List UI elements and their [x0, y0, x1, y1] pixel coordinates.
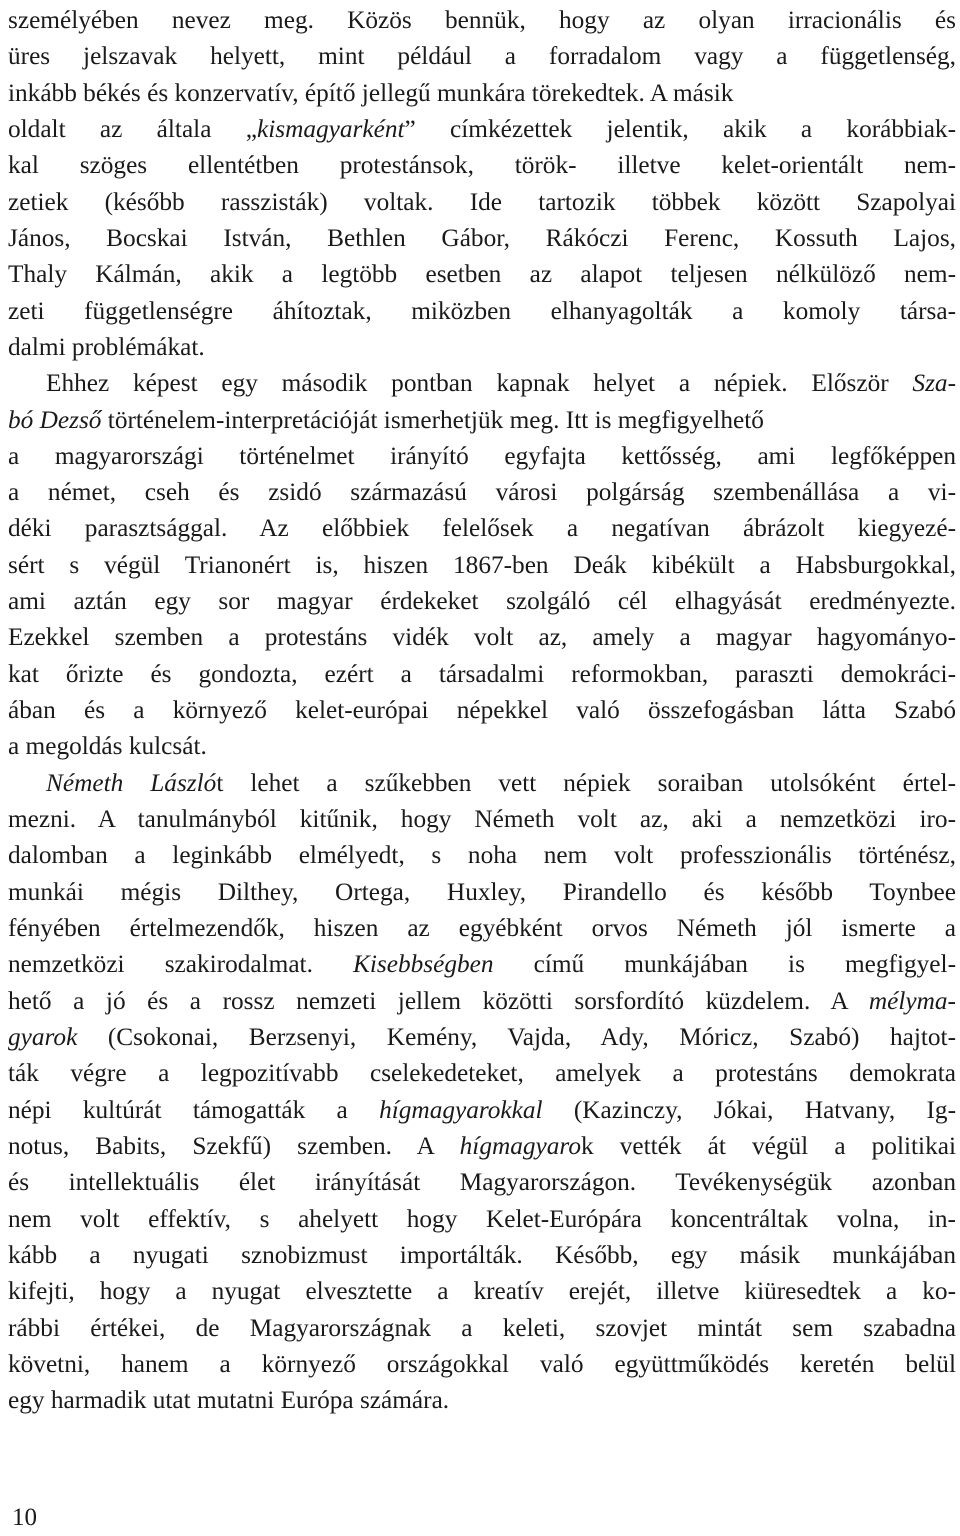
text-line: [8, 946, 956, 982]
text-line: [8, 1055, 956, 1091]
text-segment: Ezekkel szemben a protestáns vidék volt az, amely a magyar hagyományo-: [8, 623, 956, 652]
text-segment: Thaly Kálmán, akik a legtöbb esetben az alapot teljesen nélkülöző nem-: [8, 260, 956, 289]
text-line: [46, 765, 956, 801]
text-segment: a német, cseh és zsidó származású városi polgárság szembenállása a vi-: [8, 478, 956, 507]
italic-text: mélyma-: [868, 986, 956, 1015]
text-segment: hető a jó és a rossz nemzeti jellem közötti sorsfordító küzdelem. A: [8, 986, 869, 1015]
text-line: [8, 728, 956, 764]
text-segment: kifejti, hogy a nyugat elvesztette a kreatív erejét, illetve kiüresedtek a ko-: [8, 1277, 956, 1306]
text-segment: ában és a környező kelet-európai népekkel való összefogásban látta Szabó: [8, 696, 956, 725]
text-segment: Ehhez képest egy második pontban kapnak helyet a népiek. Először: [46, 369, 913, 398]
text-line: [8, 1382, 956, 1418]
text-segment: rábbi értékei, de Magyarországnak a keleti, szovjet mintát sem szabadna: [8, 1313, 956, 1342]
text-segment: János, Bocskai István, Bethlen Gábor, Rákóczi Ferenc, Kossuth Lajos,: [8, 223, 956, 252]
text-segment: t lehet a szűkebben vett népiek soraiban utolsóként értel-: [216, 768, 956, 797]
text-line: [8, 2, 956, 38]
text-line: [8, 983, 956, 1019]
text-segment: népi kultúrát támogatták a: [8, 1095, 380, 1124]
text-segment: üres jelszavak helyett, mint például a forradalom vagy a függetlenség,: [8, 42, 956, 71]
text-line: [8, 1310, 956, 1346]
text-segment: kal szöges ellentétben protestánsok, török- illetve kelet-orientált nem-: [8, 151, 956, 180]
text-segment: című munkájában is megfigyel-: [493, 950, 956, 979]
text-segment: (Kazinczy, Jókai, Hatvany, Ig-: [542, 1095, 956, 1124]
text-line: [46, 365, 956, 401]
text-segment: követni, hanem a környező országokkal való együttműködés keretén belül: [8, 1349, 956, 1378]
text-segment: (Csokonai, Berzsenyi, Kemény, Vajda, Ady, Móricz, Szabó) hajtot-: [77, 1022, 956, 1051]
text-segment: sért s végül Trianonért is, hiszen 1867-ben Deák kibékült a Habsburgokkal,: [8, 550, 956, 579]
text-line: [8, 1346, 956, 1382]
text-line: [8, 147, 956, 183]
text-line: [8, 438, 956, 474]
text-segment: dalmi problémákat.: [8, 332, 205, 361]
text-line: [8, 692, 956, 728]
italic-text: bó Dezső: [8, 405, 102, 434]
text-segment: és intellektuális élet irányítását Magyarországon. Tevékenységük azonban: [8, 1168, 956, 1197]
text-line: [8, 1273, 956, 1309]
text-segment: dalomban a leginkább elmélyedt, s noha nem volt professzionális történész,: [8, 841, 956, 870]
text-segment: ami aztán egy sor magyar érdekeket szolgáló cél elhagyását eredményezte.: [8, 587, 956, 616]
text-segment: ” címkézettek jelentik, akik a korábbiak-: [404, 114, 957, 143]
text-segment: déki parasztsággal. Az előbbiek felelősek a negatívan ábrázolt kiegyezé-: [8, 514, 956, 543]
text-line: [8, 837, 956, 873]
text-segment: egy harmadik utat mutatni Európa számára.: [8, 1386, 450, 1415]
text-segment: zeti függetlenségre áhítoztak, miközben elhanyagolták a komoly társa-: [8, 296, 956, 325]
text-line: [8, 1201, 956, 1237]
text-line: [8, 256, 956, 292]
text-line: [8, 1164, 956, 1200]
text-line: [8, 547, 956, 583]
text-line: [8, 402, 956, 438]
text-line: [8, 111, 956, 147]
text-line: [8, 656, 956, 692]
italic-text: kismagyarként: [256, 114, 405, 143]
text-segment: nemzetközi szakirodalmat.: [8, 950, 353, 979]
text-line: [8, 583, 956, 619]
text-segment: történelem-interpretációját ismerhetjük meg. Itt is megfigyelhető: [101, 405, 764, 434]
text-segment: munkái mégis Dilthey, Ortega, Huxley, Pirandello és később Toynbee: [8, 877, 956, 906]
italic-text: hígmagyaro: [459, 1131, 581, 1160]
italic-text: Németh László: [46, 768, 217, 797]
text-segment: ták végre a legpozitívabb cselekedeteket, amelyek a protestáns demokrata: [8, 1059, 956, 1088]
text-segment: a megoldás kulcsát.: [8, 732, 207, 761]
text-segment: inkább békés és konzervatív, építő jellegű munkára törekedtek. A másik: [8, 78, 734, 107]
text-segment: a magyarországi történelmet irányító egyfajta kettősség, ami legfőképpen: [8, 441, 956, 470]
text-segment: nem volt effektív, s ahelyett hogy Kelet-Európára koncentráltak volna, in-: [8, 1204, 956, 1233]
text-segment: kat őrizte és gondozta, ezért a társadalmi reformokban, paraszti demokráci-: [8, 659, 956, 688]
text-line: [8, 1237, 956, 1273]
text-line: [8, 474, 956, 510]
italic-text: Sza-: [912, 369, 956, 398]
text-line: [8, 293, 956, 329]
italic-text: Kisebbségben: [353, 950, 494, 979]
text-line: [8, 1128, 956, 1164]
text-line: [8, 801, 956, 837]
text-segment: kább a nyugati sznobizmust importálták. Később, egy másik munkájában: [8, 1240, 956, 1269]
italic-text: hígmagyarokkal: [379, 1095, 543, 1124]
text-line: [8, 1019, 956, 1055]
text-segment: notus, Babits, Szekfű) szemben. A: [8, 1131, 460, 1160]
text-line: [8, 184, 956, 220]
text-line: [8, 1092, 956, 1128]
text-segment: mezni. A tanulmányból kitűnik, hogy Németh volt az, aki a nemzetközi iro-: [8, 805, 956, 834]
text-line: [8, 38, 956, 74]
text-line: [8, 910, 956, 946]
text-segment: személyében nevez meg. Közös bennük, hogy az olyan irracionális és: [8, 6, 956, 34]
italic-text: gyarok: [8, 1022, 78, 1051]
text-segment: oldalt az általa „: [8, 114, 257, 143]
text-segment: fényében értelmezendők, hiszen az egyébként orvos Németh jól ismerte a: [8, 914, 956, 942]
text-line: [8, 329, 956, 365]
text-line: [8, 220, 956, 256]
text-line: [8, 75, 956, 111]
text-line: [8, 510, 956, 546]
page-number: 10: [12, 1504, 37, 1531]
text-segment: zetiek (később rasszisták) voltak. Ide tartozik többek között Szapolyai: [8, 187, 956, 216]
text-line: [8, 874, 956, 910]
text-line: [8, 619, 956, 655]
text-segment: k vették át végül a politikai: [580, 1131, 956, 1160]
